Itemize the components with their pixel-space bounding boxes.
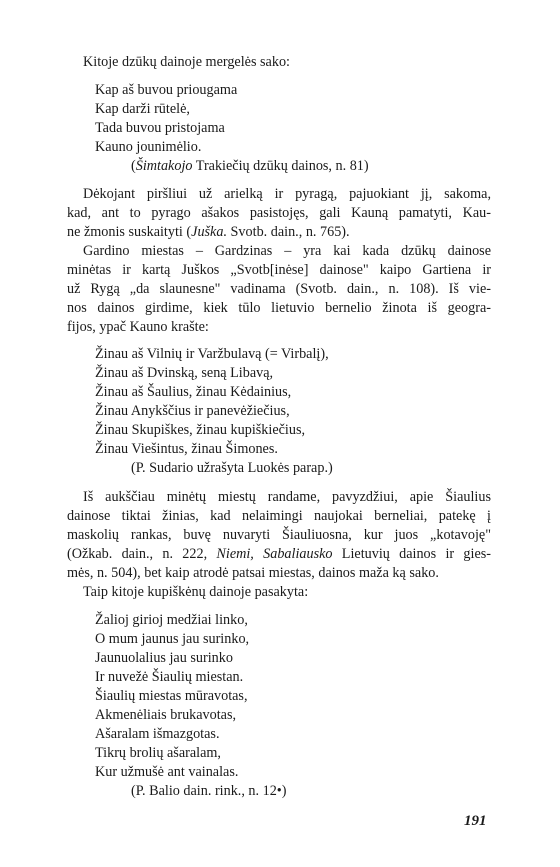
verse-2	[95, 345, 329, 459]
paragraph-2	[67, 242, 491, 337]
verse-line: Kap aš buvou priougama	[95, 82, 238, 98]
verse-1	[95, 81, 237, 157]
verse-line: Tikrų brolių ašaralam,	[95, 745, 221, 761]
verse-line: Žinau aš Šaulius, žinau Kėdainius,	[95, 384, 292, 400]
citation-1: (Šimtakojo Trakiečių dzūkų dainos, n. 81)	[131, 158, 369, 174]
intro-text: Kitoje dzūkų dainoje mergelės sako:	[83, 54, 290, 70]
paragraph-line: (Ožkab. dain., n. 222, Niemi, Sabaliausko Lietuvių dainos ir gies-	[67, 546, 491, 562]
citation-3: (P. Balio dain. rink., n. 12•)	[131, 783, 287, 799]
verse-line: Žinau Anykščius ir panevėžiečius,	[95, 403, 290, 419]
verse-line: Ašaralam išmazgotas.	[95, 726, 220, 742]
intro-paragraph	[67, 53, 491, 72]
verse-line: Žalioj girioj medžiai linko,	[95, 612, 248, 628]
verse-line: Kauno jounimėlio.	[95, 139, 202, 155]
intro-text: Taip kitoje kupiškėnų dainoje pasakyta:	[83, 584, 309, 600]
verse-line: Akmenėliais brukavotas,	[95, 707, 237, 723]
paragraph-line: už Rygą „da slaunesne" vadinama (Svotb. dain., n. 108). Iš vie-	[67, 281, 491, 297]
citation-2: (P. Sudario užrašyta Luokės parap.)	[131, 460, 333, 476]
intro-paragraph-2	[67, 583, 491, 602]
paragraph-line: kad, ant to pyrago ašakos pasistojęs, gali Kauną pamatyti, Kau-	[67, 205, 491, 221]
paragraph-line: maskolių rankas, buvę nuvaryti Šiauliuosna, kur juos „kotavoję"	[67, 527, 491, 543]
verse-line: O mum jaunus jau surinko,	[95, 631, 250, 647]
paragraph-3	[67, 488, 491, 583]
paragraph-line: ne žmonis suskaityti (Juška. Svotb. dain., n. 765).	[67, 224, 350, 240]
citation-text: Trakiečių dzūkų dainos, n. 81)	[192, 158, 369, 174]
paragraph-line: Gardino miestas – Gardzinas – yra kai kada dzūkų dainose	[83, 243, 491, 259]
verse-3	[95, 611, 249, 782]
verse-line: Žinau aš Dvinską, seną Libavą,	[95, 365, 274, 381]
paragraph-1	[67, 185, 491, 242]
verse-line: Jaunuolalius jau surinko	[95, 650, 233, 666]
paragraph-line: nos dainos girdime, kiek tūlo lietuvio bernelio žinota iš geogra-	[67, 300, 491, 316]
verse-line: Ir nuvežė Šiaulių miestan.	[95, 669, 244, 685]
citation-title: Šimtakojo	[135, 158, 193, 174]
verse-line: Šiaulių miestas mūravotas,	[95, 688, 248, 704]
paragraph-line: mės, n. 504), bet kaip atrodė patsai miestas, dainos maža ką sako.	[67, 565, 439, 581]
paragraph-line: minėtas ir kartą Juškos „Svotb[inėse] dainose" kaipo Gartiena ir	[67, 262, 491, 278]
paragraph-line: dainose tiktai žinias, kad nelaimingi naujokai berneliai, patekę į	[67, 508, 491, 524]
paragraph-line: Dėkojant piršliui už arielką ir pyragą, pajuokiant jį, sakoma,	[83, 186, 491, 202]
paragraph-line: fijos, ypač Kauno krašte:	[67, 319, 209, 335]
paragraph-line: Iš aukščiau minėtų miestų randame, pavyzdžiui, apie Šiaulius	[83, 489, 491, 505]
verse-line: Kur užmušė ant vainalas.	[95, 764, 239, 780]
verse-line: Tada buvou pristojama	[95, 120, 225, 136]
verse-line: Kap darži rūtelė,	[95, 101, 190, 117]
verse-line: Žinau Skupiškes, žinau kupiškiečius,	[95, 422, 306, 438]
verse-line: Žinau Viešintus, žinau Šimones.	[95, 441, 278, 457]
verse-line: Žinau aš Vilnių ir Varžbulavą (= Virbalį),	[95, 346, 329, 362]
page-number: 191	[464, 813, 487, 829]
